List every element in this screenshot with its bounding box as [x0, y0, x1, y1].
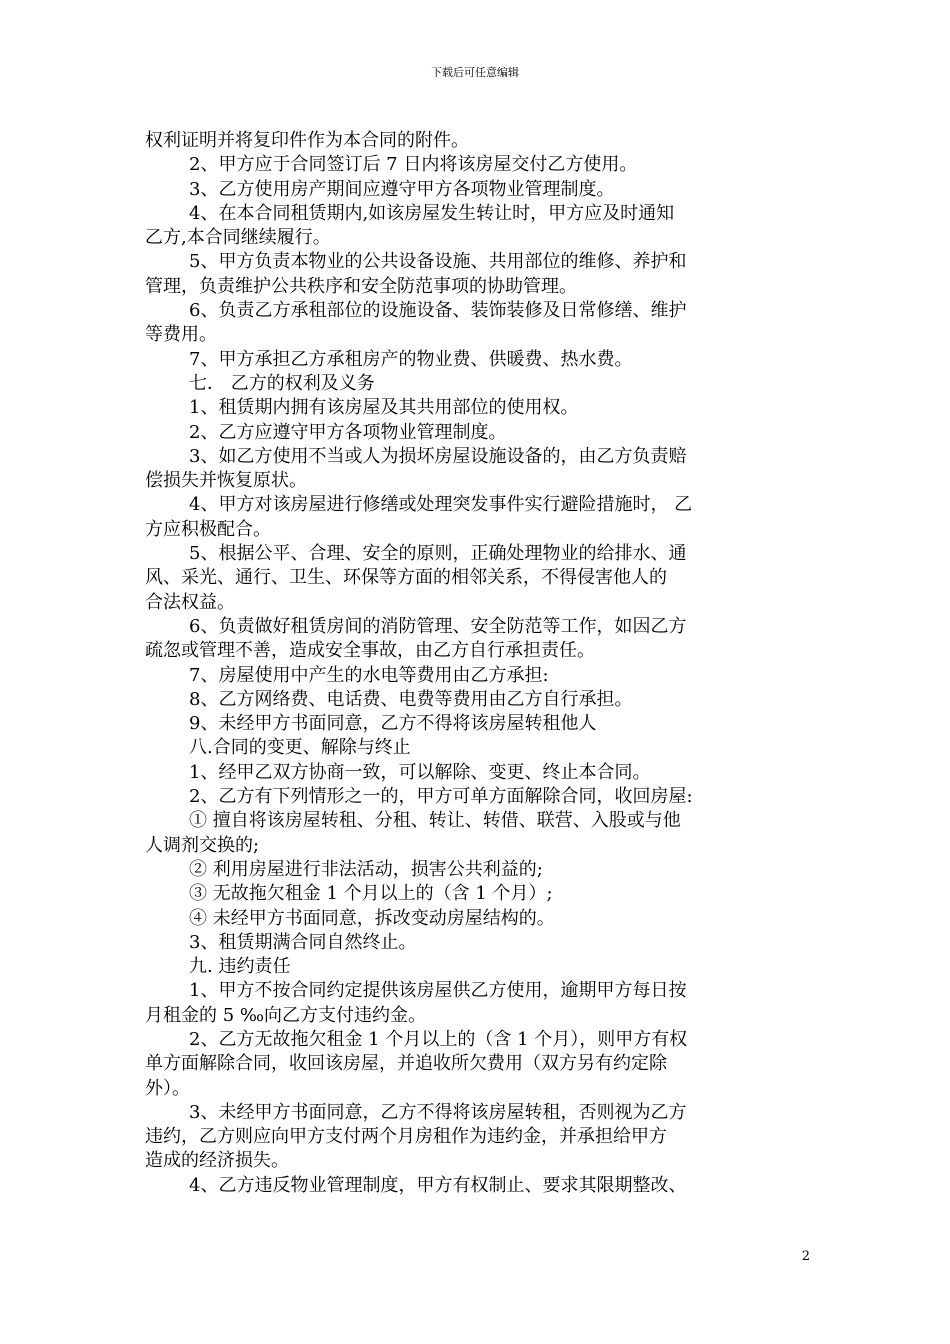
contract-line: 4、甲方对该房屋进行修缮或处理突发事件实行避险措施时， 乙	[189, 494, 693, 516]
contract-line: 3、租赁期满合同自然终止。	[189, 931, 417, 953]
contract-line: 7、甲方承担乙方承租房产的物业费、供暖费、热水费。	[189, 348, 633, 370]
contract-line: 单方面解除合同，收回该房屋，并追收所欠费用（双方另有约定除	[145, 1053, 667, 1075]
contract-line: 4、在本合同租赁期内,如该房屋发生转让时，甲方应及时通知	[189, 202, 675, 224]
contract-line: 管理，负责维护公共秩序和安全防范事项的协助管理。	[145, 275, 577, 297]
contract-line: ③ 无故拖欠租金 1 个月以上的（含 1 个月）;	[189, 883, 553, 905]
contract-line: 人调剂交换的;	[145, 834, 260, 856]
contract-line: 3、乙方使用房产期间应遵守甲方各项物业管理制度。	[189, 178, 615, 200]
contract-line: 造成的经济损失。	[145, 1150, 289, 1172]
contract-line: 八.合同的变更、解除与终止	[189, 737, 411, 759]
contract-line: 合法权益。	[145, 591, 235, 613]
contract-line: 2、乙方无故拖欠租金 1 个月以上的（含 1 个月），则甲方有权	[189, 1028, 688, 1050]
contract-line: 违约，乙方则应向甲方支付两个月房租作为违约金，并承担给甲方	[145, 1126, 667, 1148]
contract-line: 风、采光、通行、卫生、环保等方面的相邻关系，不得侵害他人的	[145, 567, 667, 589]
contract-line: 权利证明并将复印件作为本合同的附件。	[145, 130, 469, 151]
contract-line: 7、房屋使用中产生的水电等费用由乙方承担:	[189, 664, 549, 686]
page-number: 2	[801, 1249, 810, 1264]
contract-line: 偿损失并恢复原状。	[145, 470, 307, 492]
contract-line: 等费用。	[145, 324, 217, 346]
contract-line: ② 利用房屋进行非法活动，损害公共利益的;	[189, 858, 543, 880]
page-header: 下载后可任意编辑	[431, 66, 519, 79]
contract-line: 乙方,本合同继续履行。	[145, 227, 331, 249]
contract-line: 4、乙方违反物业管理制度，甲方有权制止、要求其限期整改、	[189, 1174, 687, 1196]
contract-line: 九. 违约责任	[189, 956, 291, 978]
contract-line: ④ 未经甲方书面同意，拆改变动房屋结构的。	[189, 907, 555, 929]
contract-line: 1、经甲乙双方协商一致，可以解除、变更、终止本合同。	[189, 761, 651, 783]
contract-line: 七． 乙方的权利及义务	[189, 372, 375, 394]
contract-line: 6、负责做好租赁房间的消防管理、安全防范等工作，如因乙方	[189, 615, 687, 637]
contract-line: 8、乙方网络费、电话费、电费等费用由乙方自行承担。	[189, 688, 633, 710]
contract-line: 1、甲方不按合同约定提供该房屋供乙方使用，逾期甲方每日按	[189, 980, 687, 1002]
contract-line: 2、乙方应遵守甲方各项物业管理制度。	[189, 421, 507, 443]
contract-line: 5、甲方负责本物业的公共设备设施、共用部位的维修、养护和	[189, 251, 687, 273]
contract-line: 方应积极配合。	[145, 518, 271, 540]
contract-line: 3、如乙方使用不当或人为损坏房屋设施设备的，由乙方负责赔	[189, 445, 687, 467]
contract-line: 3、未经甲方书面同意，乙方不得将该房屋转租，否则视为乙方	[189, 1101, 687, 1123]
contract-line: 2、甲方应于合同签订后 7 日内将该房屋交付乙方使用。	[189, 154, 638, 176]
contract-body	[145, 129, 811, 1198]
contract-line: 疏忽或管理不善，造成安全事故，由乙方自行承担责任。	[145, 640, 595, 662]
contract-line: 2、乙方有下列情形之一的，甲方可单方面解除合同，收回房屋:	[189, 786, 693, 808]
contract-line: 6、负责乙方承租部位的设施设备、装饰装修及日常修缮、维护	[189, 300, 687, 322]
contract-line: 1、租赁期内拥有该房屋及其共用部位的使用权。	[189, 397, 579, 419]
contract-line: ① 擅自将该房屋转租、分租、转让、转借、联营、入股或与他	[189, 810, 681, 832]
contract-line: 月租金的 5 ‰向乙方支付违约金。	[145, 1004, 427, 1026]
contract-line: 9、未经甲方书面同意，乙方不得将该房屋转租他人	[189, 713, 597, 735]
contract-line: 外）。	[145, 1077, 190, 1099]
contract-line: 5、根据公平、合理、安全的原则，正确处理物业的给排水、通	[189, 543, 687, 565]
